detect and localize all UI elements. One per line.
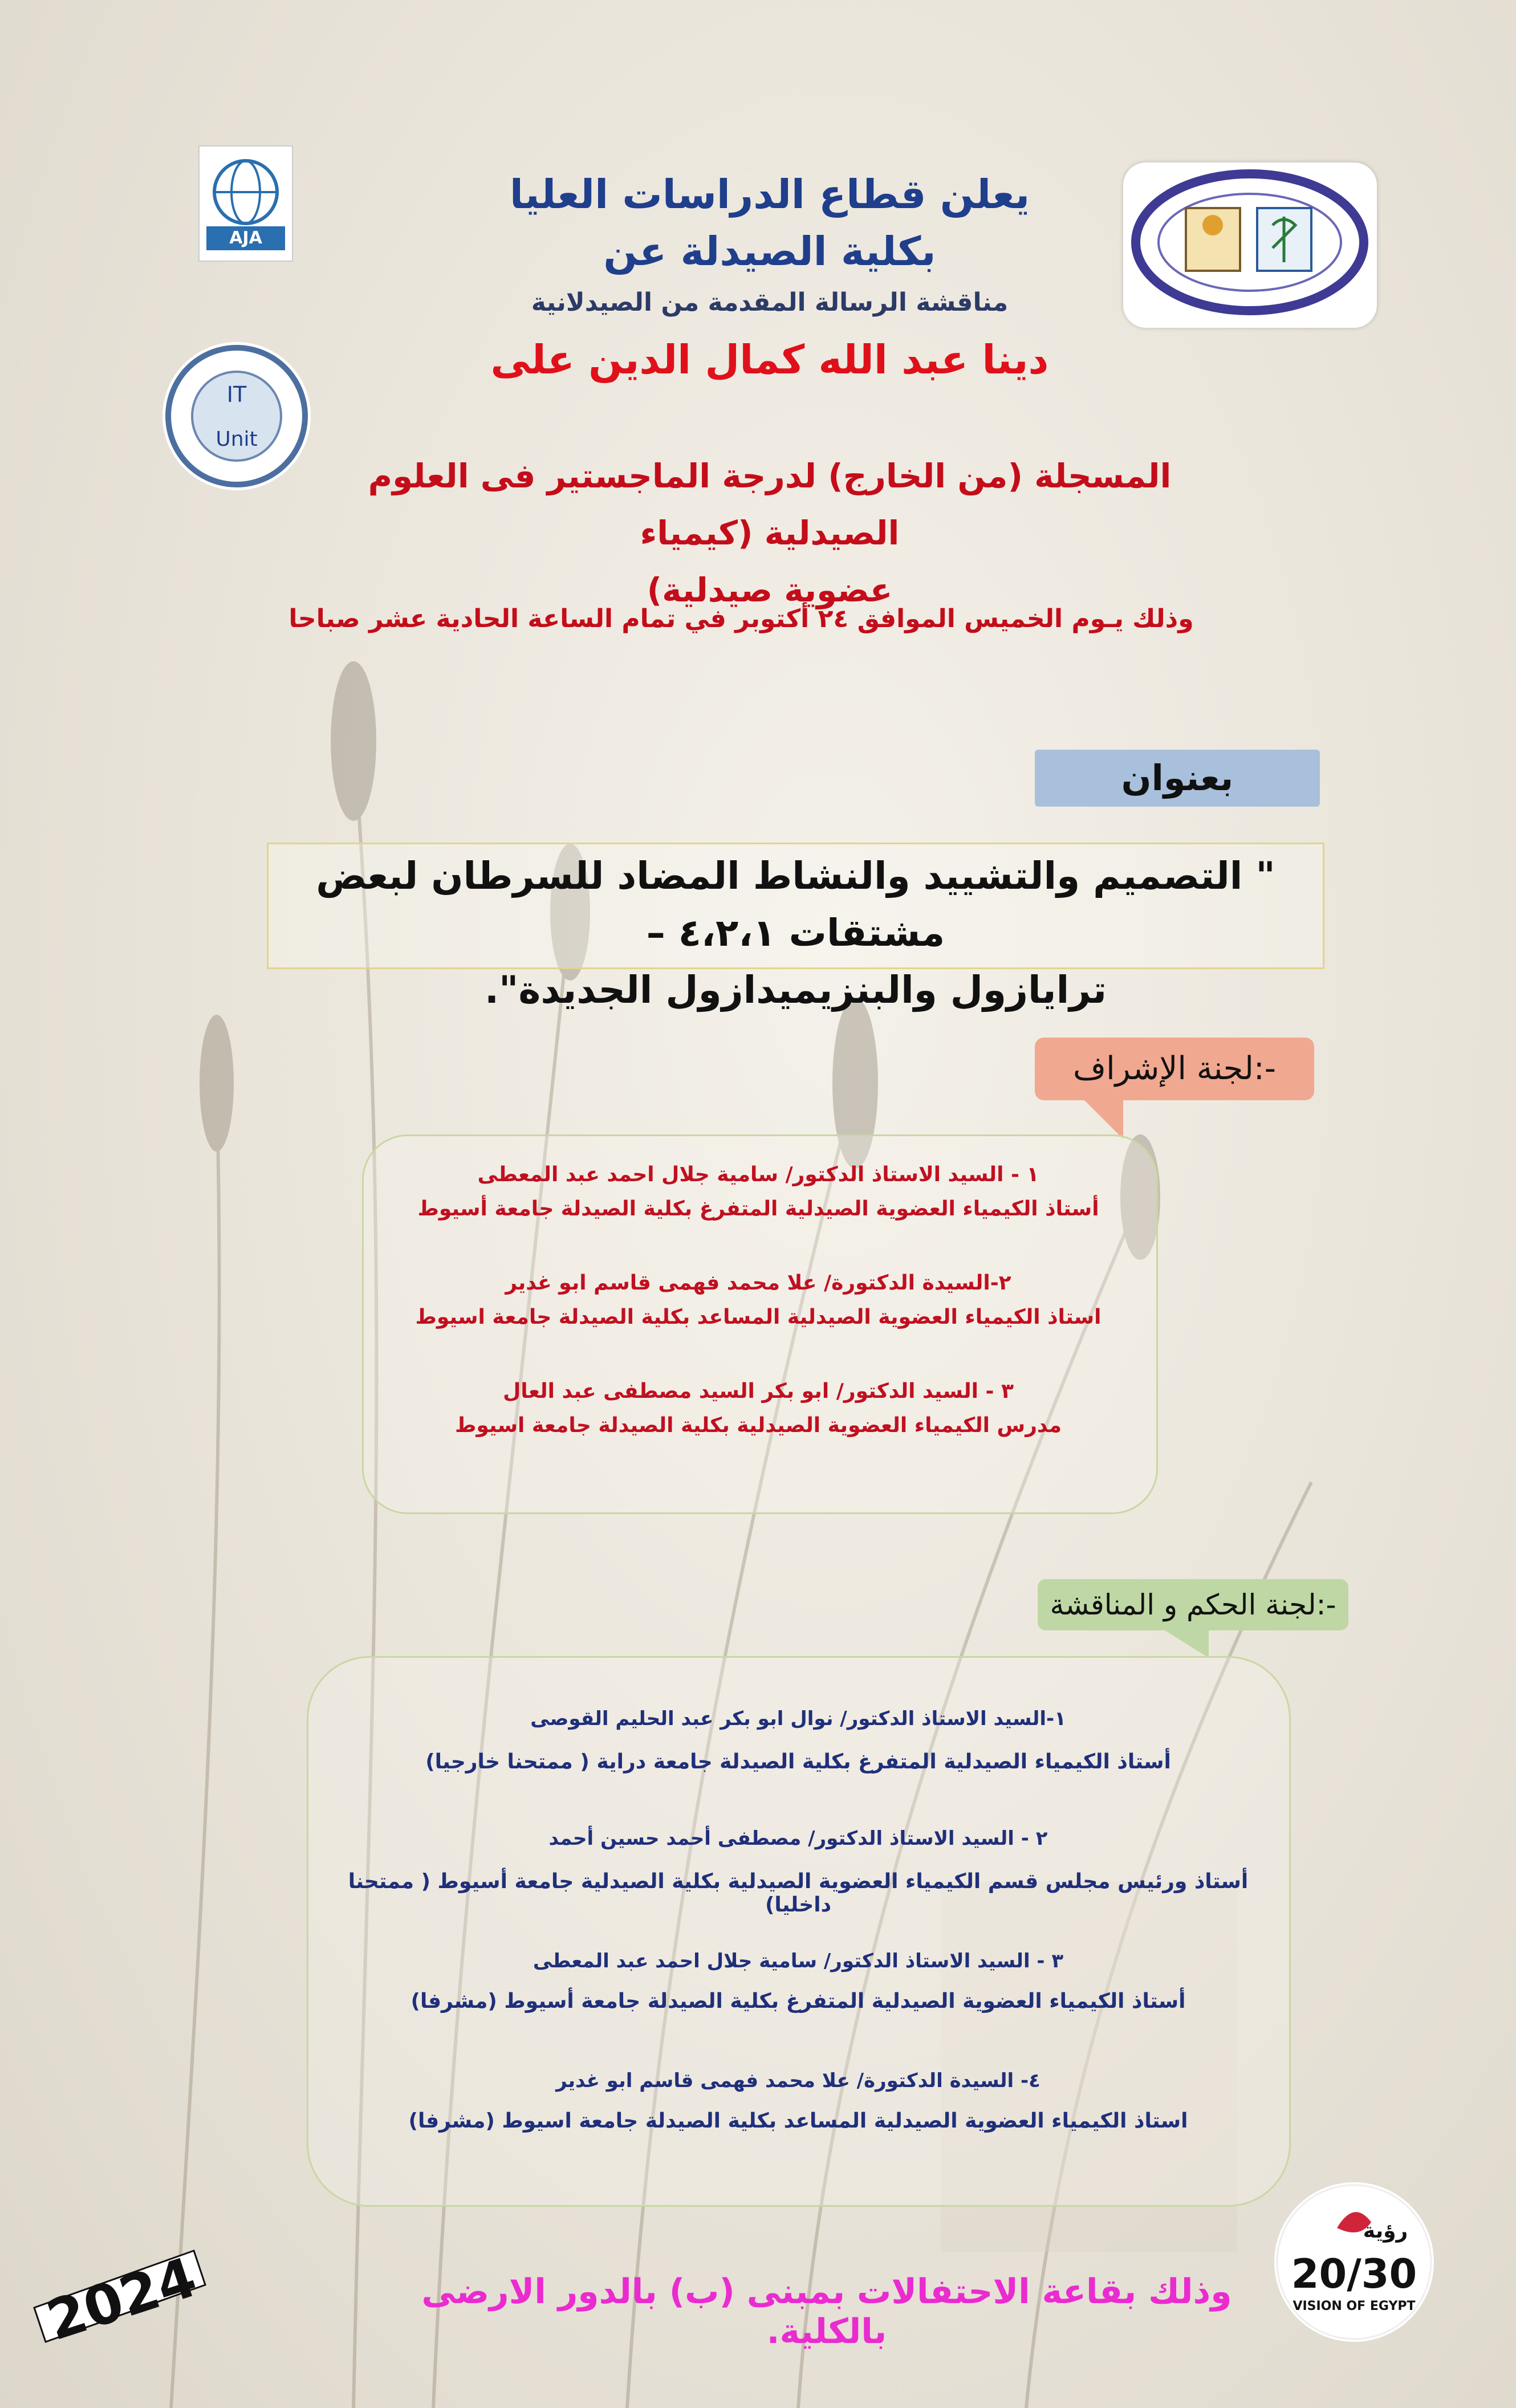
year-2024-badge	[23, 2239, 211, 2353]
it-badge-icon	[162, 342, 311, 490]
judge-position: أستاذ ورئيس مجلس قسم الكيمياء العضوية الصيدلية بكلية الصيدلية جامعة أسيوط ( ممتحنا داخليا)	[348, 1870, 1249, 1917]
vision-en-label: VISION OF EGYPT	[1293, 2299, 1416, 2313]
announcement-line2: بكلية الصيدلة عن	[603, 228, 936, 275]
supervisor-position: أستاذ الكيمياء العضوية الصيدلية المتفرغ بكلية الصيدلة جامعة أسيوط	[417, 1197, 1099, 1221]
registration-line2: عضوية صيدلية)	[647, 571, 893, 609]
it-label: IT	[226, 382, 247, 407]
aja-logo	[198, 145, 293, 262]
supervisor-position: استاذ الكيمياء العضوية الصيدلية المساعد بكلية الصيدلة جامعة اسيوط	[415, 1305, 1102, 1329]
vision-number: 20/30	[1291, 2251, 1417, 2297]
registration-text	[342, 448, 1197, 619]
judging-label: لجنة الحكم و المناقشة:-	[1038, 1579, 1348, 1630]
candidate-name: دينا عبد الله كمال الدين على	[490, 336, 1049, 383]
supervisor-name: ٢-السيدة الدكتورة/ علا محمد فهمى قاسم ابو غدير	[505, 1271, 1011, 1295]
judge-position: استاذ الكيمياء العضوية الصيدلية المساعد بكلية الصيدلة جامعة اسيوط (مشرفا)	[408, 2109, 1188, 2133]
registration-line1: المسجلة (من الخارج) لدرجة الماجستير فى العلوم الصيدلية (كيمياء	[368, 457, 1172, 552]
vision-ar-label: رؤية	[1363, 2219, 1408, 2243]
it-unit-logo	[162, 342, 311, 490]
vision-2030-logo	[1274, 2182, 1434, 2342]
judge-position: أستاذ الكيمياء الصيدلية المتفرغ بكلية الصيدلة جامعة دراية ( ممتحنا خارجيا)	[425, 1750, 1171, 1774]
faculty-emblem-icon	[1123, 162, 1377, 328]
judge-name: ٣ - السيد الاستاذ الدكتور/ سامية جلال احمد عبد المعطى	[533, 1950, 1064, 1972]
judging-callout-tail	[1163, 1629, 1209, 1658]
supervisor-name: ١ - السيد الاستاذ الدكتور/ سامية جلال احمد عبد المعطى	[477, 1163, 1039, 1186]
year-label: 2024	[39, 2245, 204, 2353]
date-line: وذلك يـوم الخميس الموافق ٢٤ أكتوبر في تمام الساعة الحادية عشر صباحا	[288, 604, 1194, 633]
judge-name: ١-السيد الاستاذ الدكتور/ نوال ابو بكر عبد الحليم القوصى	[530, 1707, 1066, 1730]
supervisor-position: مدرس الكيمياء العضوية الصيدلية بكلية الصيدلة جامعة اسيوط	[454, 1414, 1062, 1437]
announcement-line3: مناقشة الرسالة المقدمة من الصيدلانية	[531, 288, 1009, 317]
unit-label: Unit	[216, 428, 258, 451]
judge-name: ٢ - السيد الاستاذ الدكتور/ مصطفى أحمد حسين أحمد	[548, 1827, 1048, 1850]
supervision-label: لجنة الإشراف:-	[1035, 1038, 1314, 1100]
judge-name: ٤- السيدة الدكتورة/ علا محمد فهمى قاسم ابو غدير	[556, 2069, 1041, 2092]
judge-position: أستاذ الكيمياء العضوية الصيدلية المتفرغ بكلية الصيدلة جامعة أسيوط (مشرفا)	[411, 1990, 1186, 2013]
title-label-tab: بعنوان	[1035, 750, 1320, 807]
supervision-callout-tail	[1083, 1099, 1123, 1139]
aja-logo-text: AJA	[206, 226, 285, 250]
venue-footer: وذلك بقاعة الاحتفالات بمبنى (ب) بالدور الارضى بالكلية.	[421, 2272, 1232, 2352]
thesis-title-line2: ترايازول والبنزيميدازول الجديدة".	[484, 968, 1107, 1012]
supervisor-name: ٣ - السيد الدكتور/ ابو بكر السيد مصطفى عبد العال	[503, 1380, 1014, 1403]
faculty-logo	[1123, 162, 1377, 328]
thesis-title-box	[267, 843, 1324, 1012]
thesis-title-line1: " التصميم والتشييد والنشاط المضاد للسرطان لبعض مشتقات ٤،٢،١ –	[316, 854, 1275, 955]
announcement-line1: يعلن قطاع الدراسات العليا	[509, 171, 1030, 218]
